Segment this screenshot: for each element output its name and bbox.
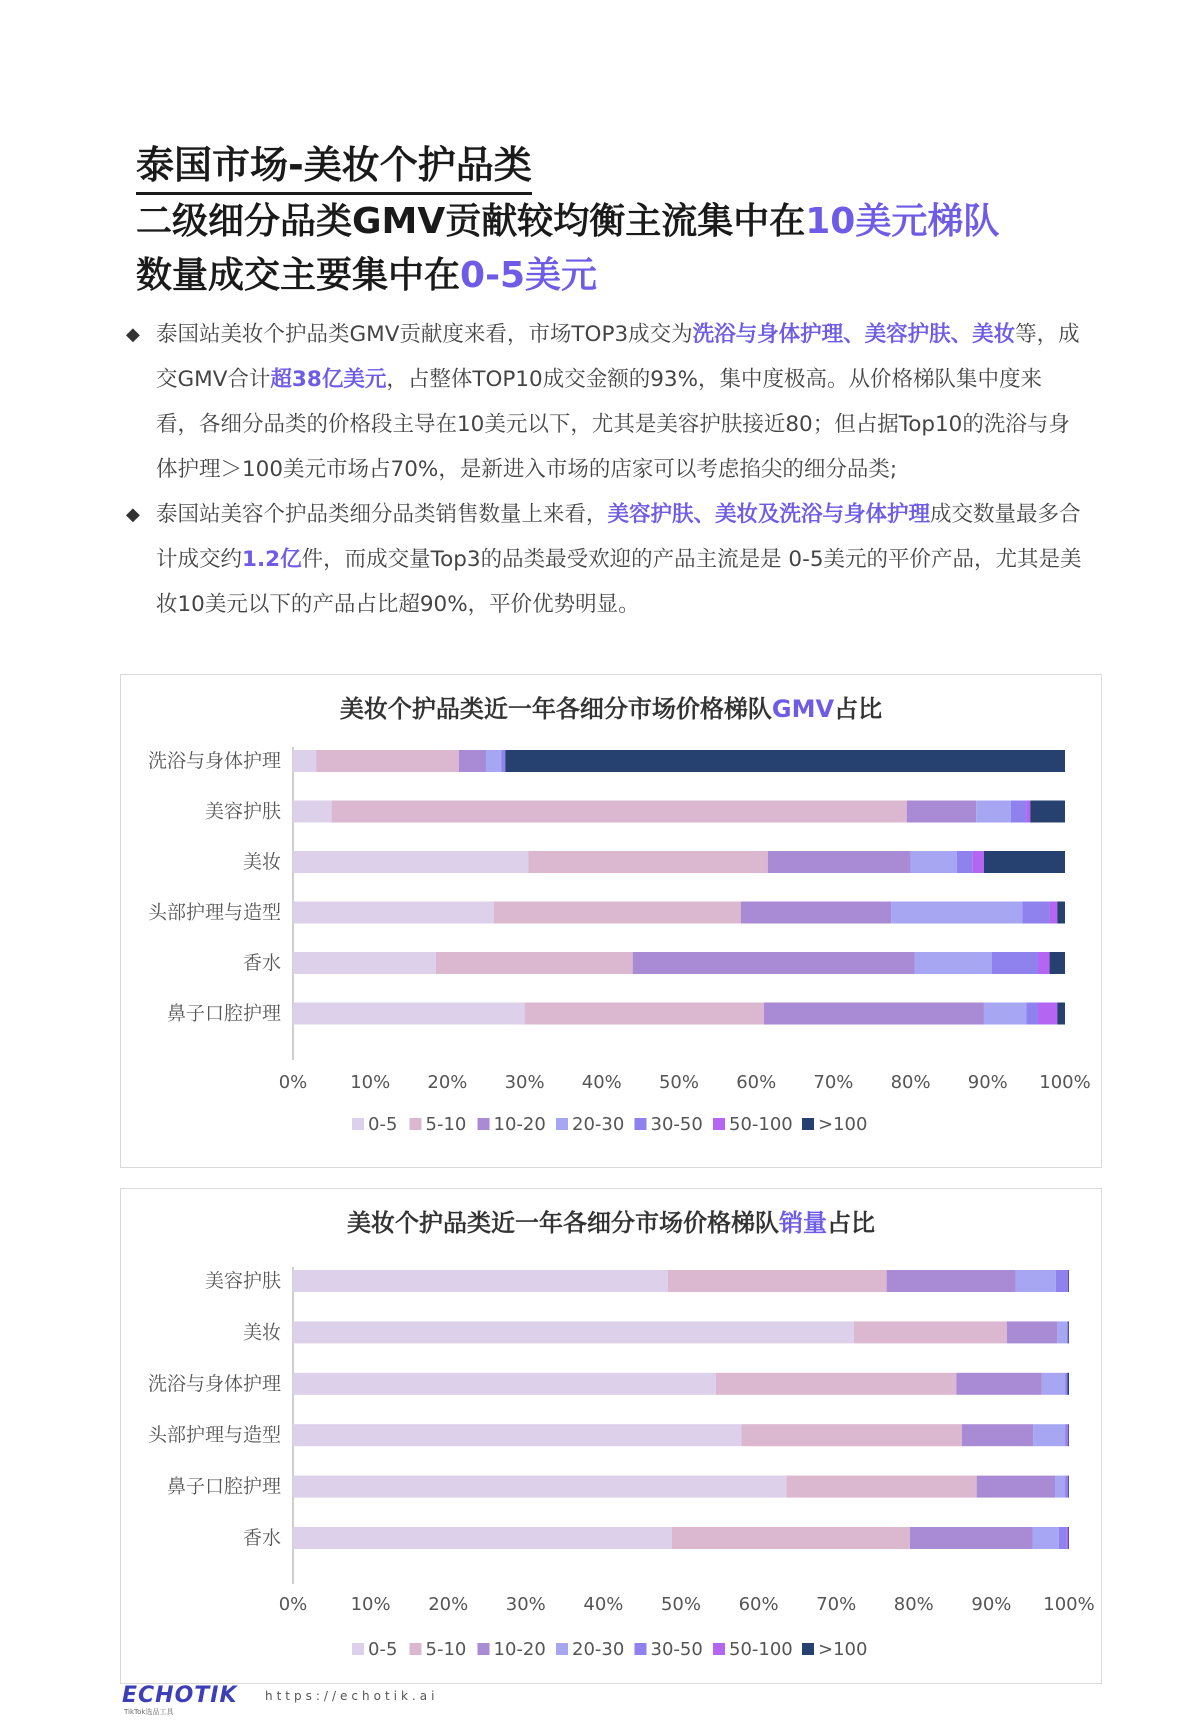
bullet-segment: 等，成交GMV合计: [156, 322, 1080, 392]
bar-segment: [854, 1321, 1007, 1343]
bar-segment: [992, 952, 1038, 974]
legend-label: 30-50: [650, 1639, 703, 1660]
bar-segment: [1067, 1270, 1068, 1292]
bar-segment: [316, 750, 459, 772]
bar-segment: [1026, 801, 1030, 823]
bar-segment: [768, 851, 911, 873]
bar-segment: [1065, 1424, 1067, 1446]
bullet-segment: 泰国站美容个护品类细分品类销售数量上来看，: [156, 502, 608, 527]
bar-segment: [505, 750, 1065, 772]
legend-swatch: [713, 1118, 725, 1130]
bar-segment: [293, 851, 528, 873]
legend-swatch: [556, 1118, 568, 1130]
legend-label: 30-50: [650, 1114, 703, 1135]
legend-swatch: [352, 1643, 364, 1655]
category-label: 头部护理与造型: [147, 1424, 281, 1447]
category-label: 洗浴与身体护理: [147, 1372, 281, 1395]
bar-segment: [764, 1003, 984, 1025]
bar-segment: [633, 952, 915, 974]
bullet-list: [124, 312, 1084, 627]
subtitle-1-text: 二级细分品类GMV贡献较均衡主流集中在: [136, 201, 806, 242]
bar-segment: [1068, 1527, 1069, 1549]
bar-segment: [494, 902, 741, 924]
bar-segment: [1026, 1003, 1038, 1025]
page-subtitle-1: [136, 195, 1096, 249]
bar-segment: [332, 801, 907, 823]
bar-segment: [741, 902, 892, 924]
bar-segment: [528, 851, 767, 873]
bar-segment: [1038, 1003, 1057, 1025]
bar-segment: [293, 952, 436, 974]
bar-segment: [914, 952, 991, 974]
legend-label: 50-100: [729, 1639, 793, 1660]
bar-segment: [907, 801, 976, 823]
bar-segment: [1068, 1424, 1069, 1446]
bar-segment: [1059, 1527, 1067, 1549]
chart-title-text: 占比: [834, 695, 883, 723]
legend-swatch: [635, 1643, 647, 1655]
bullet-highlight: 1.2亿: [242, 547, 302, 572]
bullet-highlight: 美容护肤、美妆及洗浴与身体护理: [607, 502, 931, 527]
bullet-item: [124, 492, 1084, 627]
bar-segment: [293, 1424, 742, 1446]
category-label: 美容护肤: [204, 1270, 281, 1292]
bar-segment: [977, 1476, 1055, 1498]
bullet-highlight: 洗浴与身体护理、美容护肤、美妆: [692, 322, 1016, 347]
x-tick-label: 0%: [278, 1072, 308, 1093]
x-tick-label: 10%: [350, 1072, 391, 1093]
x-tick-label: 50%: [660, 1594, 702, 1615]
legend-swatch: [478, 1643, 490, 1655]
chart-title-text: 美妆个护品类近一年各细分市场价格梯队: [347, 1209, 779, 1237]
x-tick-label: 40%: [583, 1594, 624, 1615]
bar-segment: [293, 750, 316, 772]
category-label: 美容护肤: [204, 800, 281, 823]
bar-segment: [293, 1321, 854, 1343]
bar-segment: [1038, 952, 1050, 974]
bar-segment: [501, 750, 505, 772]
x-tick-label: 80%: [893, 1594, 934, 1615]
bar-segment: [293, 902, 494, 924]
bar-segment: [293, 1270, 668, 1292]
legend-label: 0-5: [368, 1639, 398, 1660]
bar-segment: [1065, 1476, 1067, 1498]
bar-segment: [1067, 1321, 1069, 1343]
bar-segment: [742, 1424, 962, 1446]
bar-segment: [293, 1003, 525, 1025]
diamond-icon: ◆: [126, 324, 140, 345]
bullet-highlight: 超38亿美元: [270, 367, 387, 392]
x-tick-label: 30%: [504, 1072, 545, 1093]
legend-swatch: [352, 1118, 364, 1130]
bar-segment: [1023, 902, 1050, 924]
x-tick-label: 100%: [1039, 1072, 1091, 1093]
bar-segment: [984, 1003, 1026, 1025]
category-label: 美妆: [242, 851, 281, 873]
subtitle-1-highlight: 10美元梯队: [805, 201, 1000, 242]
bar-segment: [436, 952, 633, 974]
bar-segment: [1067, 1527, 1069, 1549]
category-label: 洗浴与身体护理: [147, 750, 281, 772]
bar-segment: [1057, 1003, 1065, 1025]
bar-segment: [1030, 801, 1065, 823]
category-label: 鼻子口腔护理: [166, 1002, 281, 1025]
bar-segment: [1007, 1321, 1057, 1343]
legend-swatch: [478, 1118, 490, 1130]
bar-segment: [1068, 1321, 1069, 1343]
legend-swatch: [635, 1118, 647, 1130]
x-tick-label: 10%: [350, 1594, 391, 1615]
bar-segment: [1050, 902, 1058, 924]
bar-segment: [976, 801, 1011, 823]
bullet-segment: 成交数量最多合计成交约: [156, 502, 1081, 572]
legend-label: 5-10: [425, 1639, 467, 1660]
x-tick-label: 70%: [816, 1594, 857, 1615]
legend-label: 10-20: [493, 1114, 546, 1135]
bullet-segment: 泰国站美妆个护品类GMV贡献度来看，市场TOP3成交为: [156, 322, 693, 347]
bar-segment: [672, 1527, 910, 1549]
bar-segment: [910, 1527, 1033, 1549]
bar-segment: [984, 851, 1065, 873]
x-tick-label: 50%: [658, 1072, 700, 1093]
bar-segment: [293, 1373, 716, 1395]
category-label: 香水: [242, 1527, 281, 1549]
bar-segment: [787, 1476, 977, 1498]
page-title: 泰国市场-美妆个护品类: [136, 140, 532, 195]
bar-segment: [1050, 952, 1065, 974]
x-tick-label: 100%: [1043, 1594, 1095, 1615]
bar-segment: [1033, 1424, 1065, 1446]
chart-title-text: 美妆个护品类近一年各细分市场价格梯队: [339, 695, 772, 723]
bar-segment: [1011, 801, 1026, 823]
gmv-stacked-bar-chart: [121, 675, 1101, 1167]
footer-url: https://echotik.ai: [265, 1689, 439, 1703]
legend-label: 10-20: [493, 1639, 546, 1660]
x-tick-label: 30%: [505, 1594, 546, 1615]
x-tick-label: 90%: [967, 1072, 1008, 1093]
legend-swatch: [802, 1643, 814, 1655]
chart-title-highlight: 销量: [779, 1209, 827, 1237]
legend-swatch: [713, 1643, 725, 1655]
bar-segment: [1042, 1373, 1065, 1395]
x-tick-label: 20%: [427, 1072, 468, 1093]
bar-segment: [891, 902, 1022, 924]
bar-segment: [1067, 1424, 1068, 1446]
bar-segment: [293, 1476, 787, 1498]
category-label: 头部护理与造型: [147, 901, 281, 924]
bar-segment: [486, 750, 501, 772]
x-tick-label: 60%: [736, 1072, 777, 1093]
chart-title-text: 占比: [827, 1209, 875, 1237]
bar-segment: [1065, 1373, 1067, 1395]
bar-segment: [1055, 1476, 1065, 1498]
bar-segment: [962, 1424, 1033, 1446]
bar-segment: [1056, 1270, 1068, 1292]
subtitle-2-highlight: 0-5美元: [460, 255, 598, 296]
x-tick-label: 20%: [428, 1594, 469, 1615]
bar-segment: [293, 1527, 672, 1549]
bar-segment: [956, 1373, 1041, 1395]
category-label: 香水: [242, 952, 281, 974]
diamond-icon: ◆: [126, 504, 140, 525]
echotik-logo: ECHOTIK: [122, 1683, 238, 1708]
legend-label: >100: [818, 1639, 868, 1660]
bar-segment: [911, 851, 957, 873]
bullet-segment: 件，而成交量Top3的品类最受欢迎的产品主流是是 0-5美元的平价产品，尤其是美妆10美元以下的产品占比超90%，平价优势明显。: [156, 547, 1082, 617]
bar-segment: [716, 1373, 957, 1395]
bar-segment: [668, 1270, 887, 1292]
bar-segment: [1068, 1270, 1069, 1292]
bullet-segment: ，占整体TOP10成交金额的93%，集中度极高。从价格梯队集中度来看，各细分品类的价格段主导在10美元以下，尤其是美容护肤接近80；但占据Top10的洗浴与身体护理＞100美元市场占70%，是新进入市场的店家可以考虑掐尖的细分品类;: [156, 367, 1070, 482]
x-tick-label: 40%: [581, 1072, 622, 1093]
sales-stacked-bar-chart: [121, 1189, 1101, 1683]
bar-segment: [972, 851, 984, 873]
legend-label: 5-10: [425, 1114, 467, 1135]
bar-segment: [957, 851, 972, 873]
bar-segment: [1057, 902, 1065, 924]
bar-segment: [1015, 1270, 1055, 1292]
legend-swatch: [556, 1643, 568, 1655]
bar-segment: [1067, 1373, 1069, 1395]
category-label: 鼻子口腔护理: [166, 1475, 281, 1498]
bar-segment: [293, 801, 332, 823]
x-tick-label: 0%: [278, 1594, 308, 1615]
bar-segment: [1068, 1476, 1069, 1498]
legend-label: 20-30: [572, 1114, 625, 1135]
bar-segment: [1057, 1321, 1066, 1343]
echotik-logo-sub: TikTok选品工具: [124, 1708, 174, 1716]
x-tick-label: 90%: [971, 1594, 1012, 1615]
bar-segment: [525, 1003, 764, 1025]
bullet-item: [124, 312, 1084, 492]
legend-label: 0-5: [368, 1114, 398, 1135]
gmv-chart-panel: [120, 674, 1102, 1168]
bar-segment: [887, 1270, 1016, 1292]
legend-swatch: [802, 1118, 814, 1130]
legend-label: 50-100: [729, 1114, 793, 1135]
category-label: 美妆: [242, 1321, 281, 1344]
bar-segment: [459, 750, 486, 772]
subtitle-2-text: 数量成交主要集中在: [136, 255, 461, 296]
bar-segment: [1033, 1527, 1059, 1549]
x-tick-label: 60%: [738, 1594, 779, 1615]
sales-chart-panel: [120, 1188, 1102, 1684]
legend-swatch: [410, 1118, 422, 1130]
page-subtitle-2: [136, 249, 1096, 303]
bar-segment: [1067, 1476, 1068, 1498]
title-block: [136, 140, 1096, 303]
legend-label: 20-30: [572, 1639, 625, 1660]
x-tick-label: 70%: [813, 1072, 854, 1093]
legend-label: >100: [818, 1114, 868, 1135]
legend-swatch: [410, 1643, 422, 1655]
chart-title-highlight: GMV: [771, 695, 835, 723]
x-tick-label: 80%: [890, 1072, 931, 1093]
